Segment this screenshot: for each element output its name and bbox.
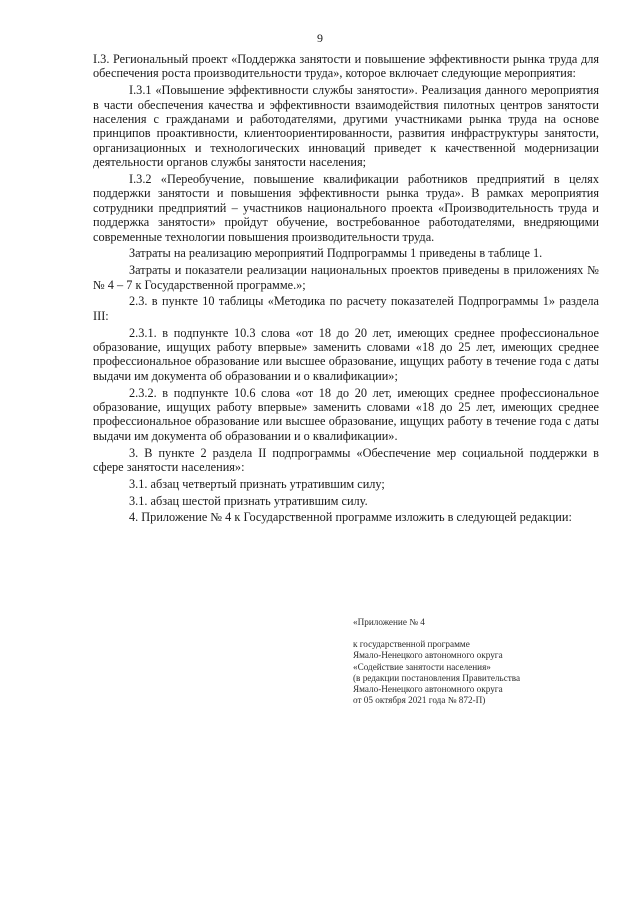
paragraph-4: 4. Приложение № 4 к Государственной программе изложить в следующей редакции: xyxy=(129,510,572,525)
attachment-line: от 05 октября 2021 года № 872-П) xyxy=(353,695,486,706)
document-body xyxy=(93,52,599,527)
paragraph-costs-appendices: Затраты и показатели реализации национальных проектов приведены в приложениях №№ 4 – 7 к Государственной программе.»; xyxy=(93,263,599,292)
attachment-line: Ямало-Ненецкого автономного округа xyxy=(353,650,503,661)
paragraph-3-1-a: 3.1. абзац четвертый признать утратившим силу; xyxy=(129,476,385,491)
paragraph-2-3-2: 2.3.2. в подпункте 10.6 слова «от 18 до 20 лет, имеющих среднее профессиональное образование, ищущих работу впервые» заменить словами «18 до 25 лет, имеющих среднее профессиональное образование или высшее образование, ищущих работу в течение года с даты выдачи им документа об образовании и о квалификации». xyxy=(93,385,599,443)
attachment-block xyxy=(353,617,603,706)
attachment-header: «Приложение № 4 xyxy=(353,617,425,627)
attachment-line: Ямало-Ненецкого автономного округа xyxy=(353,684,503,695)
paragraph-3-1-b: 3.1. абзац шестой признать утратившим силу. xyxy=(129,493,368,508)
paragraph-project-l3: I.3. Региональный проект «Поддержка занятости и повышение эффективности рынка труда для обеспечения роста производительности труда», которое включает следующие мероприятия: xyxy=(93,52,599,81)
paragraph-3: 3. В пункте 2 раздела II подпрограммы «Обеспечение мер социальной поддержки в сфере занятости населения»: xyxy=(93,445,599,475)
attachment-line: (в редакции постановления Правительства xyxy=(353,672,521,683)
paragraph-l3-2: I.3.2 «Переобучение, повышение квалификации работников предприятий в целях поддержки занятости и повышения эффективности рынка труда». В рамках мероприятия сотрудники предприятий – участников национального проекта «Производительность труда и поддержка занятости» пройдут обучение, востребованное работодателями, внедряющими современные технологии повышения производительности труда. xyxy=(93,172,599,244)
paragraph-2-3: 2.3. в пункте 10 таблицы «Методика по расчету показателей Подпрограммы 1» раздела III: xyxy=(93,294,599,323)
paragraph-2-3-1: 2.3.1. в подпункте 10.3 слова «от 18 до 20 лет, имеющих среднее профессиональное образование, ищущих работу впервые» заменить словами «18 до 25 лет, имеющих среднее профессиональное образование или высшее образование, ищущих работу в течение года с даты выдачи им документа об образовании и о квалификации»; xyxy=(93,325,599,383)
paragraph-l3-1: I.3.1 «Повышение эффективности службы занятости». Реализация данного мероприятия в части обеспечения качества и эффективности взаимодействия пилотных центров занятости населения с гражданами и работодателями, другими участниками рынка труда на основе принципов проактивности, клиентоориентированности, развития инфраструктуры занятости, организационных и технологических инноваций приведет к качественной модернизации деятельности органов службы занятости населения; xyxy=(93,83,599,170)
page-number: 9 xyxy=(317,31,323,45)
attachment-line: «Содействие занятости населения» xyxy=(353,661,491,672)
paragraph-costs-table: Затраты на реализацию мероприятий Подпрограммы 1 приведены в таблице 1. xyxy=(129,246,543,261)
attachment-line: к государственной программе xyxy=(353,639,470,650)
